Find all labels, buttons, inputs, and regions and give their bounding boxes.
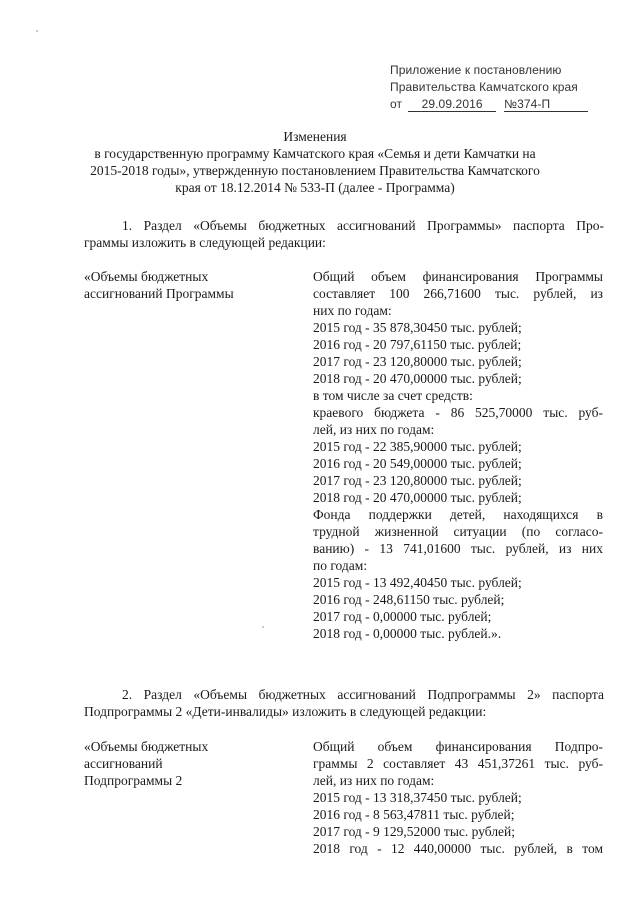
funding-line: 2017 год - 23 120,80000 тыс. рублей;: [313, 473, 522, 488]
funding-line: 2018 год - 20 470,00000 тыс. рублей;: [313, 490, 522, 505]
document-title: [80, 128, 550, 196]
section-1-intro-line-1: 1. Раздел «Объемы бюджетных ассигнований Программы» паспорта Про-: [122, 218, 604, 233]
scan-speck: [262, 626, 264, 628]
section-2-label-line-1: «Объемы бюджетных: [84, 739, 209, 754]
funding-line: ванию) - 13 741,01600 тыс. рублей, из них: [313, 541, 603, 556]
section-2-intro-line-1: 2. Раздел «Объемы бюджетных ассигнований Подпрограммы 2» паспорта: [122, 687, 604, 702]
section-1-label-line-2: ассигнований Программы: [84, 286, 234, 301]
section-2-label-line-2: ассигнований: [84, 756, 163, 771]
funding-line: составляет 100 266,71600 тыс. рублей, из: [313, 286, 603, 301]
annex-header: [390, 62, 612, 113]
annex-date: 29.09.2016: [408, 97, 496, 112]
section-2-funding: [313, 738, 603, 857]
funding-line: Общий объем финансирования Подпро-: [313, 739, 603, 754]
section-2-intro: [84, 686, 604, 720]
funding-line: них по годам:: [313, 303, 392, 318]
section-2-intro-line-2: Подпрограммы 2 «Дети-инвалиды» изложить в следующей редакции:: [84, 704, 487, 719]
funding-line: по годам:: [313, 558, 368, 573]
annex-number: №374-П: [504, 97, 588, 112]
funding-line: лей, из них по годам:: [313, 773, 435, 788]
funding-line: 2015 год - 13 318,37450 тыс. рублей;: [313, 790, 522, 805]
funding-line: Общий объем финансирования Программы: [313, 269, 603, 284]
funding-line: 2018 год - 0,00000 тыс. рублей.».: [313, 626, 502, 641]
title-line-2: 2015-2018 годы», утвержденную постановлением Правительства Камчатского: [90, 163, 540, 178]
funding-line: в том числе за счет средств:: [313, 388, 473, 403]
funding-line: 2018 год - 12 440,00000 тыс. рублей, в том: [313, 841, 603, 856]
title-line-3: края от 18.12.2014 № 533-П (далее - Программа): [175, 180, 455, 195]
funding-line: Фонда поддержки детей, находящихся в: [313, 507, 603, 522]
funding-line: 2016 год - 8 563,47811 тыс. рублей;: [313, 807, 515, 822]
funding-line: 2017 год - 9 129,52000 тыс. рублей;: [313, 824, 516, 839]
title-heading: Изменения: [283, 129, 347, 144]
funding-line: 2018 год - 20 470,00000 тыс. рублей;: [313, 371, 522, 386]
funding-line: 2015 год - 22 385,90000 тыс. рублей;: [313, 439, 522, 454]
funding-line: краевого бюджета - 86 525,70000 тыс. руб-: [313, 405, 603, 420]
title-line-1: в государственную программу Камчатского края «Семья и дети Камчатки на: [94, 146, 536, 161]
funding-line: 2015 год - 13 492,40450 тыс. рублей;: [313, 575, 522, 590]
funding-line: трудной жизненной ситуации (по согласо-: [313, 524, 603, 539]
section-2-label-line-3: Подпрограммы 2: [84, 773, 183, 788]
annex-prefix: от: [390, 97, 403, 111]
section-2-label: [84, 738, 284, 789]
section-1-funding: [313, 268, 603, 642]
funding-line: граммы 2 составляет 43 451,37261 тыс. руб-: [313, 756, 603, 771]
funding-line: лей, из них по годам:: [313, 422, 435, 437]
funding-line: 2017 год - 0,00000 тыс. рублей;: [313, 609, 492, 624]
funding-line: 2016 год - 20 797,61150 тыс. рублей;: [313, 337, 522, 352]
section-1-label-line-1: «Объемы бюджетных: [84, 269, 209, 284]
funding-line: 2016 год - 20 549,00000 тыс. рублей;: [313, 456, 522, 471]
funding-line: 2017 год - 23 120,80000 тыс. рублей;: [313, 354, 522, 369]
annex-line-1: Приложение к постановлению: [390, 63, 562, 77]
section-1-intro-line-2: граммы изложить в следующей редакции:: [84, 235, 326, 250]
section-1-label: [84, 268, 284, 302]
funding-line: 2016 год - 248,61150 тыс. рублей;: [313, 592, 505, 607]
section-1-intro: [84, 217, 604, 251]
annex-line-2: Правительства Камчатского края: [390, 80, 578, 94]
scan-speck: [36, 30, 38, 32]
funding-line: 2015 год - 35 878,30450 тыс. рублей;: [313, 320, 522, 335]
annex-date-line: [390, 96, 612, 113]
